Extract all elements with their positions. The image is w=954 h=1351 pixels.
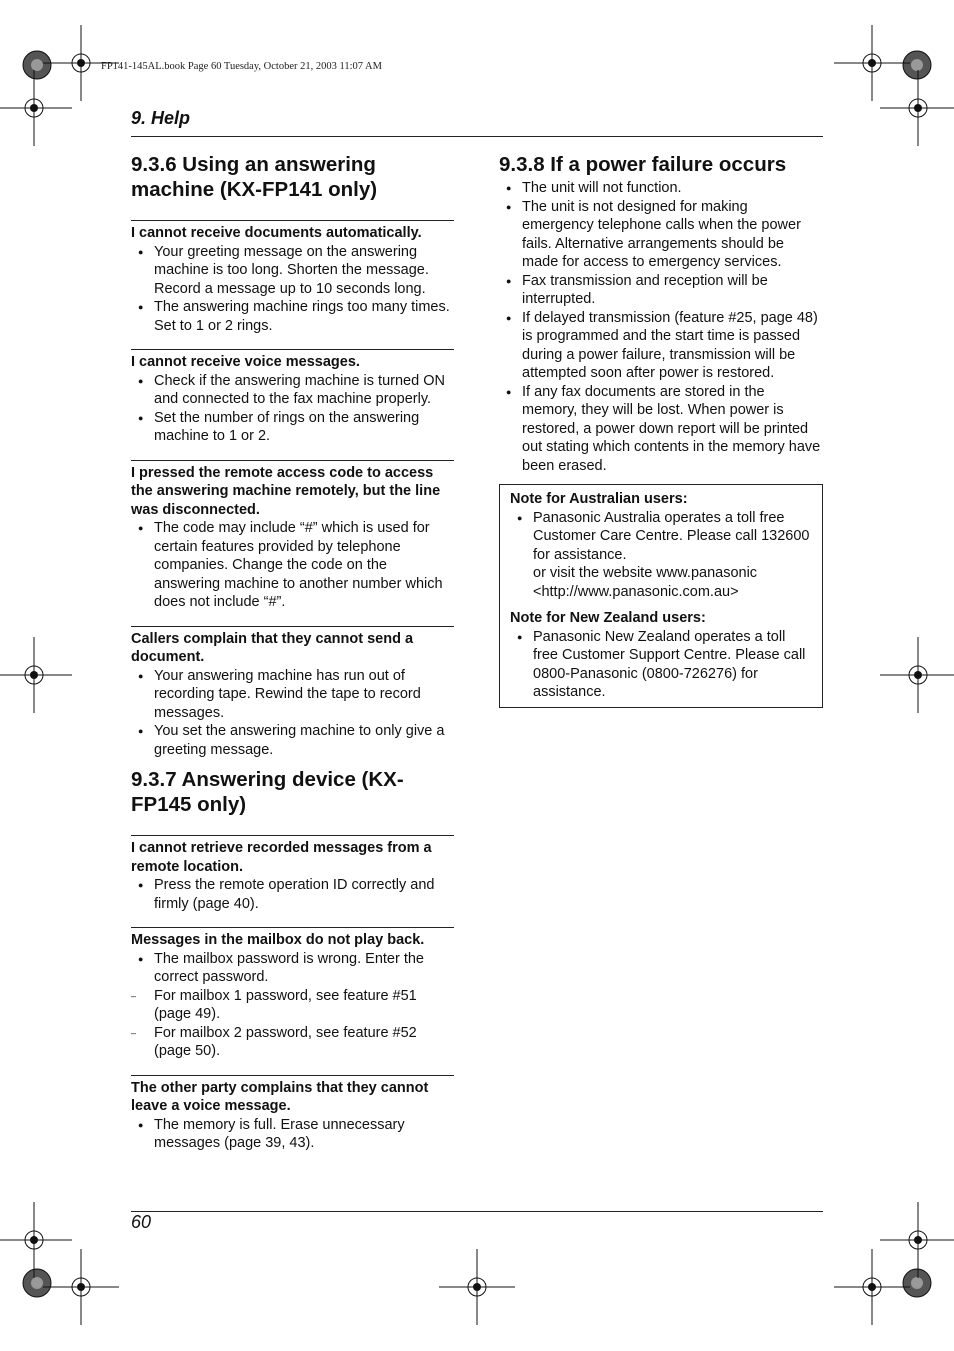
- header-rule: [131, 136, 823, 137]
- bullet-item: ● The memory is full. Erase unnecessary messages (page 39, 43).: [131, 1116, 454, 1153]
- bullet-item: ● If any fax documents are stored in the memory, they will be lost. When power is restored, a power down report will be printed out stating which contents in the memory have been erased.: [499, 383, 823, 476]
- bullet-item: ● The code may include “#” which is used for certain features provided by telephone companies. Change the code on the answering machine to another number which does not include “#”.: [131, 519, 454, 612]
- bullet-item: ● The unit will not function.: [499, 179, 823, 198]
- qa-block: [131, 1075, 454, 1153]
- bullet-item: ● Set the number of rings on the answering machine to 1 or 2.: [131, 409, 454, 446]
- left-column: [131, 152, 454, 1167]
- question: Callers complain that they cannot send a document.: [131, 630, 414, 665]
- right-column: [499, 152, 823, 708]
- bullet-text: The mailbox password is wrong. Enter the correct password.: [154, 950, 424, 985]
- qa-block: [131, 927, 454, 1061]
- section-label: 9. Help: [131, 108, 191, 128]
- bullet-item: ● Panasonic Australia operates a toll free Customer Care Centre. Please call 132600 for assistance.: [510, 509, 813, 565]
- bullet-item: ● Panasonic New Zealand operates a toll free Customer Support Centre. Please call 0800-Panasonic (0800-726276) for assistance.: [510, 628, 813, 702]
- note-title-australia: Note for Australian users:: [510, 491, 688, 507]
- bullet-item: ● The answering machine rings too many times. Set to 1 or 2 rings.: [131, 298, 454, 335]
- bullet-item: [131, 950, 454, 1061]
- qa-block: [131, 460, 454, 612]
- qa-block: [131, 349, 454, 446]
- page-number: 60: [131, 1212, 152, 1232]
- file-info: FP141-145AL.book Page 60 Tuesday, October 21, 2003 11:07 AM: [101, 61, 382, 72]
- bullet-item: ● Press the remote operation ID correctly and firmly (page 40).: [131, 876, 454, 913]
- heading-power-failure: 9.3.8 If a power failure occurs: [499, 153, 787, 176]
- bullet-item: ● If delayed transmission (feature #25, page 48) is programmed and the start time is passed during a power failure, transmission will be attempted soon after power is restored.: [499, 309, 823, 383]
- note-title-new-zealand: Note for New Zealand users:: [510, 610, 706, 626]
- question: I pressed the remote access code to access the answering machine remotely, but the line was disconnected.: [131, 464, 441, 518]
- note-website-line: or visit the website www.panasonic: [533, 565, 758, 581]
- heading-answering-device: 9.3.7 Answering device (KX-FP145 only): [131, 768, 404, 816]
- bullet-item: ● Your greeting message on the answering machine is too long. Shorten the message. Record a message up to 10 seconds long.: [131, 243, 454, 299]
- bullet-item: ● The unit is not designed for making emergency telephone calls when the power fails. Alternative arrangements should be made for access to emergency services.: [499, 198, 823, 272]
- question: I cannot retrieve recorded messages from a remote location.: [131, 840, 432, 875]
- note-website-url: <http://www.panasonic.com.au>: [533, 583, 739, 600]
- bullet-item: ● You set the answering machine to only give a greeting message.: [131, 722, 454, 759]
- qa-block: [131, 220, 454, 335]
- qa-block: [131, 626, 454, 760]
- question: I cannot receive documents automatically.: [131, 225, 422, 241]
- question: Messages in the mailbox do not play back.: [131, 932, 425, 948]
- bullet-item: ● Check if the answering machine is turned ON and connected to the fax machine properly.: [131, 372, 454, 409]
- question: I cannot receive voice messages.: [131, 354, 360, 370]
- bullet-item: ● Your answering machine has run out of recording tape. Rewind the tape to record messages.: [131, 667, 454, 723]
- heading-answering-machine: 9.3.6 Using an answering machine (KX-FP141 only): [131, 153, 378, 201]
- dash-item: – For mailbox 1 password, see feature #51 (page 49).: [131, 987, 454, 1024]
- footer-rule: [131, 1211, 823, 1212]
- qa-block: [131, 835, 454, 913]
- question: The other party complains that they cannot leave a voice message.: [131, 1079, 429, 1114]
- dash-item: – For mailbox 2 password, see feature #52 (page 50).: [131, 1024, 454, 1061]
- bullet-item: ● Fax transmission and reception will be interrupted.: [499, 272, 823, 309]
- note-box: [499, 484, 823, 708]
